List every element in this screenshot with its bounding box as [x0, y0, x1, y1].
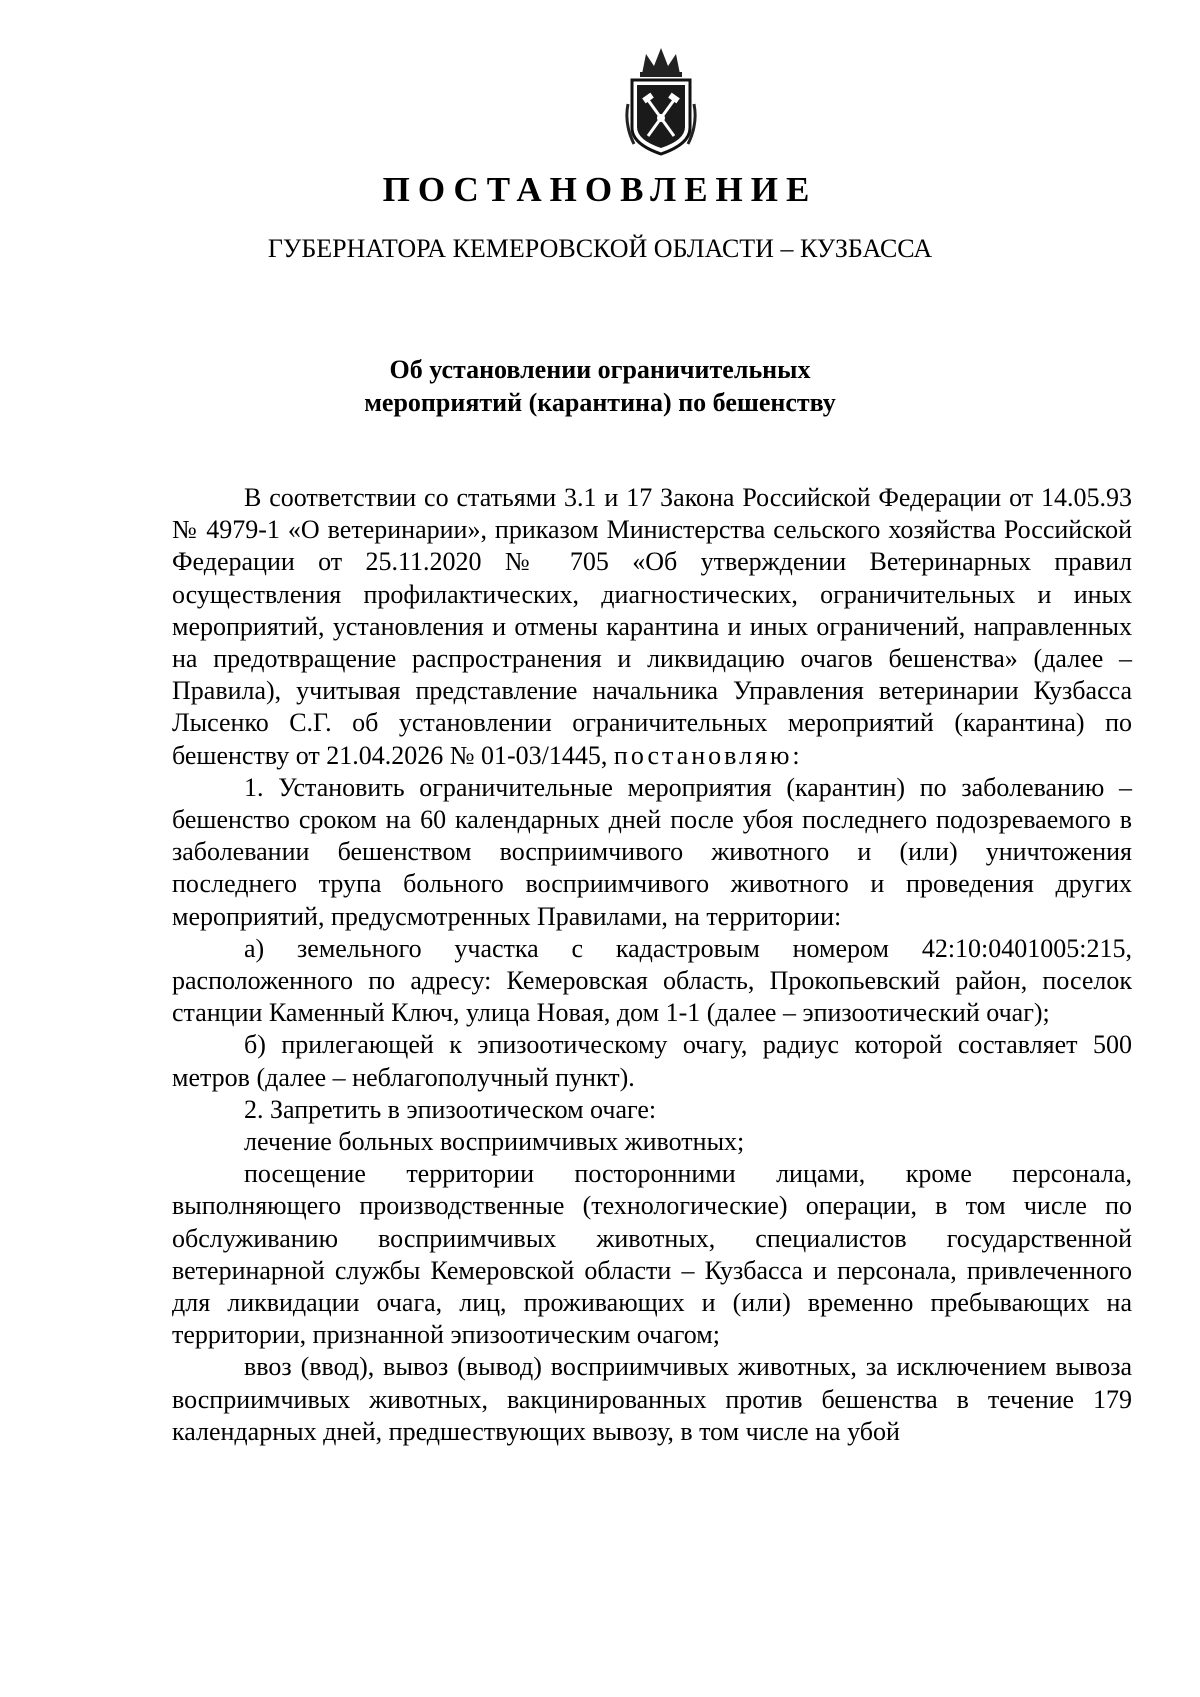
- document-subtitle: ГУБЕРНАТОРА КЕМЕРОВСКОЙ ОБЛАСТИ – КУЗБАССА: [267, 234, 933, 263]
- resolve-word: постановляю:: [613, 740, 803, 770]
- document-title: ПОСТАНОВЛЕНИЕ: [382, 170, 818, 209]
- preamble-paragraph: [172, 482, 1132, 772]
- item-2-point-3: ввоз (ввод), вывоз (вывод) восприимчивых животных, за исключением вывоза восприимчивых животных, вакцинированных против бешенства в течение 179 календарных дней, предшествующих вывозу, в том числе на убой: [172, 1352, 1132, 1446]
- item-2-paragraph: 2. Запретить в эпизоотическом очаге:: [244, 1094, 657, 1124]
- item-1a-paragraph: а) земельного участка с кадастровым номером 42:10:0401005:215, расположенного по адресу: Кемеровская область, Прокопьевский район, поселок станции Каменный Ключ, улица Новая, дом 1-1 (далее – эпизоотический очаг);: [172, 933, 1132, 1028]
- item-2-point-2: посещение территории посторонними лицами, кроме персонала, выполняющего производственные (технологические) операции, в том числе по обслуживанию восприимчивых животных, специалистов государственной ветеринарной службы Кемеровской области – Кузбасса и персонала, привлеченного для ликвидации очага, лиц, проживающих и (или) временно пребывающих на территории, признанной эпизоотическим очагом;: [172, 1159, 1132, 1350]
- coat-of-arms-icon: [624, 44, 698, 157]
- preamble-text: В соответствии со статьями 3.1 и 17 Закона Российской Федерации от 14.05.93 № 4979-1 «О ветеринарии», приказом Министерства сельского хозяйства Российской Федерации от 25.11.2020 № 705 «Об утверждении Ветеринарных правил осуществления профилактических, диагностических, ограничительных и иных мероприятий, установления и отмены карантина и иных ограничений, направленных на предотвращение распространения и ликвидацию очагов бешенства» (далее – Правила), учитывая представление начальника Управления ветеринарии Кузбасса Лысенко С.Г. об установлении ограничительных мероприятий (карантина) по бешенству от 21.04.2026 № 01-03/1445,: [172, 483, 1132, 770]
- document-body: [172, 482, 1132, 1448]
- heading-line-2: мероприятий (карантина) по бешенству: [364, 388, 836, 417]
- document-heading: [0, 353, 1200, 419]
- item-1-paragraph: 1. Установить ограничительные мероприятия (карантин) по заболеванию – бешенство сроком на 60 календарных дней после убоя последнего подозреваемого в заболевании бешенством восприимчивого животного и (или) уничтожения последнего трупа больного восприимчивого животного и проведения других мероприятий, предусмотренных Правилами, на территории:: [172, 772, 1132, 931]
- item-2-point-1: лечение больных восприимчивых животных;: [244, 1127, 745, 1157]
- item-1b-paragraph: б) прилегающей к эпизоотическому очагу, радиус которой составляет 500 метров (далее – неблагополучный пункт).: [172, 1030, 1132, 1092]
- heading-line-1: Об установлении ограничительных: [389, 355, 811, 384]
